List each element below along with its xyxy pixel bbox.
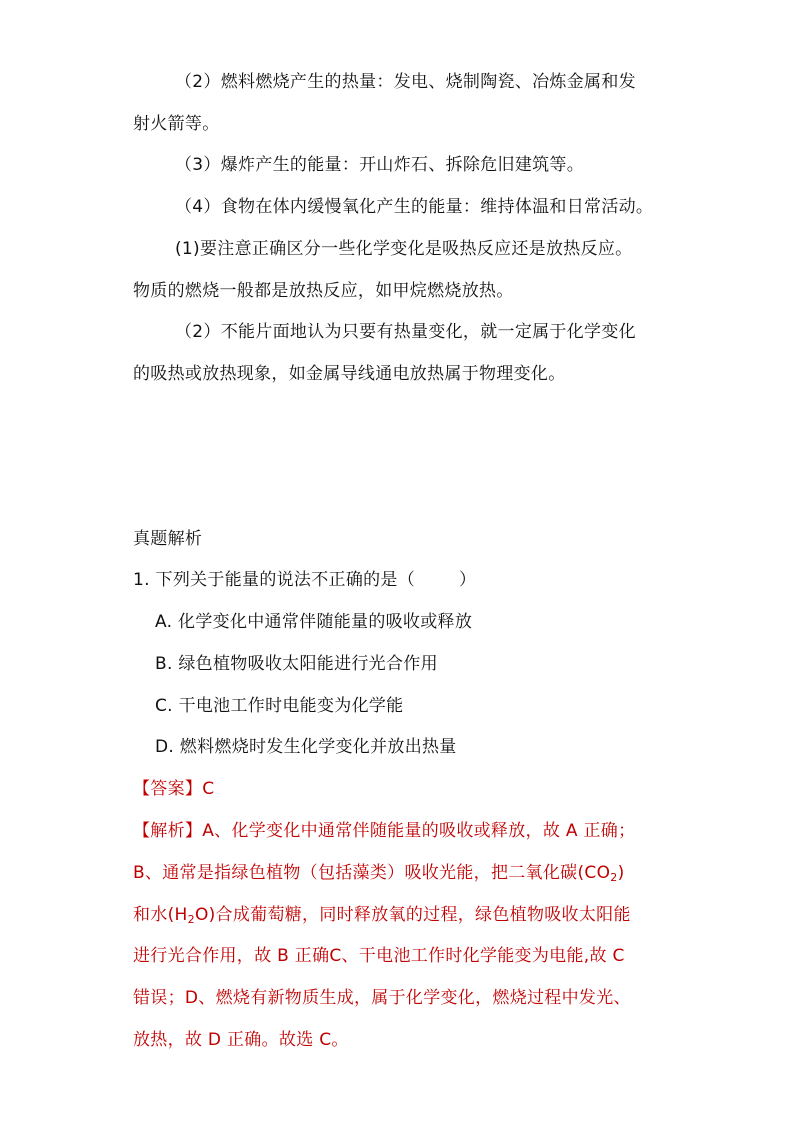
note-p2-line1: （2）燃料燃烧产生的热量：发电、烧制陶瓷、冶炼金属和发 (175, 72, 636, 92)
analysis-line5: 错误；D、燃烧有新物质生成，属于化学变化，燃烧过程中发光、 (133, 988, 631, 1008)
analysis-line1 (133, 819, 635, 843)
analysis-line4: 进行光合作用，故 B 正确C、干电池工作时化学能变为电能,故 C (133, 946, 625, 966)
caution-1-line2: 物质的燃烧一般都是放热反应，如甲烷燃烧放热。 (133, 281, 514, 301)
analysis-text-2-close: ) (617, 863, 625, 883)
question-stem-text: 1. 下列关于能量的说法不正确的是（ (133, 570, 416, 590)
option-a: A. 化学变化中通常伴随能量的吸收或释放 (155, 612, 473, 632)
note-p2-line2: 射火箭等。 (133, 114, 220, 134)
answer-value: C (202, 779, 215, 799)
analysis-text-3-rest: O)合成葡萄糖，同时释放氧的过程，绿色植物吸收太阳能 (194, 905, 631, 925)
answer-line (133, 777, 214, 801)
option-b: B. 绿色植物吸收太阳能进行光合作用 (155, 654, 438, 674)
question-stem (133, 568, 476, 592)
analysis-label: 【解析】 (133, 821, 203, 841)
caution-2-line1: （2）不能片面地认为只要有热量变化，就一定属于化学变化 (175, 322, 636, 342)
option-d: D. 燃料燃烧时发生化学变化并放出热量 (155, 737, 457, 757)
section-title: 真题解析 (133, 529, 203, 549)
analysis-text-3: 和水(H (133, 905, 188, 925)
question-stem-close: ） (459, 570, 477, 590)
caution-1-line1: (1)要注意正确区分一些化学变化是吸热反应还是放热反应。 (175, 239, 633, 259)
analysis-line6: 放热，故 D 正确。故选 C。 (133, 1030, 349, 1050)
option-c: C. 干电池工作时电能变为化学能 (155, 696, 404, 716)
note-p4: （4）食物在体内缓慢氧化产生的能量：维持体温和日常活动。 (175, 197, 654, 217)
caution-2-line2: 的吸热或放热现象，如金属导线通电放热属于物理变化。 (133, 364, 566, 384)
analysis-text-2: B、通常是指绿色植物（包括藻类）吸收光能，把二氧化碳(CO (133, 863, 611, 883)
co2-subscript: 2 (610, 871, 618, 884)
analysis-line2 (133, 861, 625, 885)
answer-label: 【答案】 (133, 779, 203, 799)
analysis-text-1: A、化学变化中通常伴随能量的吸收或释放，故 A 正确； (202, 821, 636, 841)
note-p3: （3）爆炸产生的能量：开山炸石、拆除危旧建筑等。 (175, 155, 585, 175)
h2o-subscript: 2 (187, 913, 195, 926)
analysis-line3 (133, 903, 631, 927)
